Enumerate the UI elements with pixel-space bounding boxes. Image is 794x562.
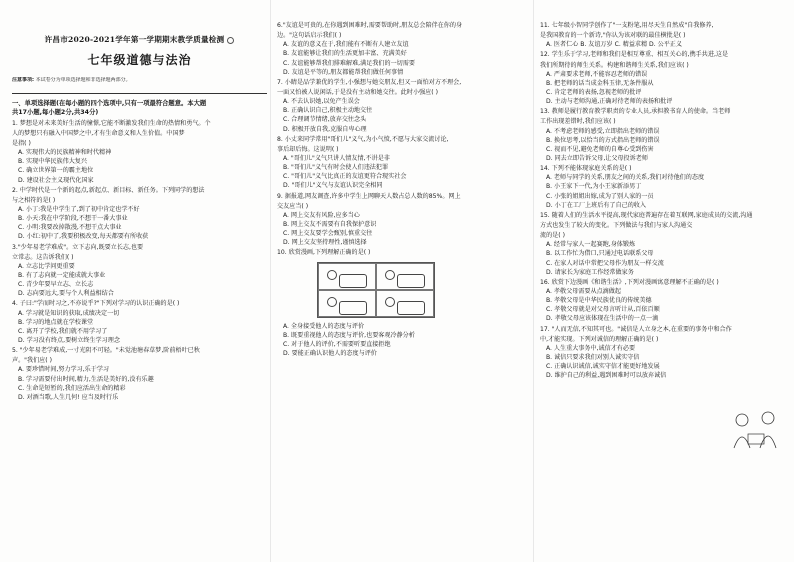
answer-option: A. 网上交友有风险,应多当心 xyxy=(283,211,360,219)
notice-label: 注意事项: xyxy=(12,77,34,84)
question-stem: 13. 教师是履行教育教学职责的专业人员,承担教书育人的使命。当老师 xyxy=(540,108,731,116)
answer-option: B. 孝敬父母是中华民族优良的传统美德 xyxy=(546,297,652,305)
question-stem: 4. 子曰:"学而时习之,不亦说乎?"下列对学习的认识正确的是( ) xyxy=(12,300,180,308)
answer-option: C. 正确认识诚信,诚实守信才能更好地发展 xyxy=(546,363,660,371)
comic-panel xyxy=(376,263,434,290)
column-divider xyxy=(270,0,271,562)
answer-option: A. 人生重大事务中,诚信才有必要 xyxy=(546,344,636,352)
answer-option: A. 立志比学问更重要 xyxy=(18,262,75,270)
answer-option: D. 孝敬父母应该体现在生活中的一点一滴 xyxy=(546,315,659,323)
question-stem: 7. 小睛是品学兼优的学生,小强想与她交朋友,但又一面怕对方不理会, xyxy=(277,78,462,86)
answer-option: D. 友谊是平等的,朋友都能帮我们做任何事情 xyxy=(283,68,404,76)
answer-option: B. 既要重视他人的态度与评价,也要客观冷静分析 xyxy=(283,331,415,339)
answer-option: B. 换位思考,以恰当的方式指出老师的错误 xyxy=(546,136,660,144)
answer-option: D. 网上交友坚持理性,谨慎选择 xyxy=(283,239,367,247)
comic-panel xyxy=(318,290,376,317)
question-stem: 我们所期待的师生关系。构建和谐师生关系,我们应该( ) xyxy=(540,61,689,69)
cartoon-illustration xyxy=(728,408,786,452)
question-stem: 边。"这句话启示我们( ) xyxy=(277,32,342,40)
answer-option: A. 医者仁心 B. 友谊万岁 C. 精益求精 D. 公平正义 xyxy=(546,41,682,49)
comic-panel xyxy=(376,290,434,317)
notice xyxy=(12,77,267,85)
answer-option: D. 建设社会主义现代化国家 xyxy=(18,176,94,184)
answer-option: B. 友谊能够让我们的生活更加丰富、充满美好 xyxy=(283,50,407,58)
answer-option: A. 要珍惜时间,努力学习,乐于学习 xyxy=(18,366,110,374)
question-stem: 6."友谊是可贵的,在你遇到困难时,需要帮助时,朋友总会陪伴在你的身 xyxy=(277,22,463,29)
answer-option: C. 青少年要早立志、立长志 xyxy=(18,281,94,289)
question-stem: 中,才能实现。下列对诚信的理解正确的是( ) xyxy=(540,335,659,343)
comic-strip xyxy=(317,262,435,318)
question-stem: 2. 中学时代是一个新的起点,新起点、新目标、新任务。下列同学的想法 xyxy=(12,186,205,194)
answer-option: B. 把老师的话当成金科玉律,无条件服从 xyxy=(546,79,654,87)
question-stem: 1. 梦想是对未来美好生活的憧憬,它能不断激发我们生命的热情和勇气。个 xyxy=(12,119,211,127)
exam-title: 许昌市2020-2021学年第一学期期末教学质量检测 xyxy=(12,34,267,45)
answer-option: D. "哥们儿"义气与友谊认识完全相同 xyxy=(283,182,383,190)
answer-option: C. 视而不见,避免老师的自尊心受到伤害 xyxy=(546,145,654,153)
question-stem: 事后却后悔。这说明( ) xyxy=(277,145,339,153)
answer-option: A. 不去认识她,以免产生误会 xyxy=(283,98,360,106)
answer-option: D. 小丁在工厂上班后有了自己的收入 xyxy=(546,201,646,209)
answer-option: A. 经常与家人一起赛跑,身体锻炼 xyxy=(546,241,636,249)
answer-option: A. 友谊的意义在于,我们能有不断有人建立友谊 xyxy=(283,41,409,49)
answer-option: D. 志向要远大,要与个人利益相结合 xyxy=(18,290,114,298)
answer-option: B. 学习需要付出时间,精力,生活是美好的,没有乐趣 xyxy=(18,375,154,383)
question-stem: 3."少年易老学难成"。立下志向,既要立长志,也要 xyxy=(12,243,144,251)
answer-option: C. 生命是短暂的,我们应活出生命的精彩 xyxy=(18,384,126,392)
answer-option: A. 全身接受他人的态度与评价 xyxy=(283,322,365,330)
answer-option: D. 要能正确认识他人的态度与评价 xyxy=(283,349,377,357)
answer-option: A. "哥们儿"义气只讲人情友情,不讲是非 xyxy=(283,154,390,162)
answer-option: D. 积极开放自我,克服自卑心理 xyxy=(283,125,367,133)
answer-option: B. 实现中华民族伟大复兴 xyxy=(18,158,87,166)
question-stem: 人的梦想只有融入中国梦之中,才有生命意义和人生价值。中国梦 xyxy=(12,129,185,137)
answer-option: B. 诚信只要求我们对别人诚实守信 xyxy=(546,353,640,361)
question-stem: 11. 七年级小智同学创作了"一支粉笔,用尽天生自然成"自我修养, xyxy=(540,22,714,29)
question-list-left xyxy=(12,99,267,402)
question-stem: 5. "少年易老学难成,一寸光阴不可轻。"未觉池塘春草梦,阶前梧叶已秋 xyxy=(12,347,200,355)
question-stem: 一面又怕被人说闲话,于是没有主动和她交往。此时小强应( ) xyxy=(277,88,438,96)
question-stem: 16. 欣赏下边漫画《和谐生活》,下列对漫画寓意理解不正确的是( ) xyxy=(540,278,719,286)
answer-option: B. 小王家下一代,为小王家新添男丁 xyxy=(546,183,642,191)
question-stem: 是指( ) xyxy=(12,140,31,148)
question-stem: 9. 据报道,网友调查,许多中学生上网聊天人数占总人数的85%。网上 xyxy=(277,192,461,200)
answer-option: C. 合理调节情绪,放弃交往念头 xyxy=(283,116,367,124)
answer-option: A. 不考虑老师的感受,立即指出老师的错误 xyxy=(546,127,660,135)
question-stem: 12. 学生乐于学习,老师和我们是相互尊重、相互关心的,携手共进,这是 xyxy=(540,51,729,59)
comic-panel xyxy=(318,263,376,290)
divider-line xyxy=(12,93,267,94)
answer-option: A. 孝敬父母需要从点滴做起 xyxy=(546,287,621,295)
column-right xyxy=(540,20,786,380)
answer-option: B. 有了志向就一定能成就大事业 xyxy=(18,272,106,280)
answer-option: D. 小红:初中了,我要积极改变,每天都要有所收获 xyxy=(18,233,149,241)
question-stem: 15. 随着人们的生活水平提高,现代家庭普遍存在着互联网,家庭成员的交流,沟通 xyxy=(540,211,753,219)
question-stem: 交友应当( ) xyxy=(277,202,309,210)
answer-option: D. 主动与老师沟通,正确对待老师的表扬和批评 xyxy=(546,98,673,106)
question-list-right xyxy=(540,20,786,380)
answer-option: C. 孝敬父母就是对父母言听计从,百依百顺 xyxy=(546,306,660,314)
question-stem: 立常志。这告诉我们( ) xyxy=(12,253,74,261)
answer-option: B. "哥们儿"义气有时会使人们违法犯罪 xyxy=(283,164,389,172)
answer-option: D. 学习没有终点,要树立终生学习理念 xyxy=(18,337,120,344)
question-stem: 声。"我们应( ) xyxy=(12,357,52,365)
column-left xyxy=(12,20,267,402)
answer-option: D. 同去立即告诉父母,让父母投诉老师 xyxy=(546,154,648,162)
question-stem: 方式也发生了较大的变化。下列做法与我们与家人沟通交 xyxy=(540,221,693,229)
answer-option: C. 小张的姐姐出嫁,成为了别人家的一员 xyxy=(546,192,654,200)
question-list-middle xyxy=(277,20,532,358)
question-stem: 14. 下列不能体现家庭关系的是( ) xyxy=(540,165,632,173)
section-heading: 一、单项选择题(在每小题的四个选项中,只有一项最符合题意。本大题 xyxy=(12,99,207,107)
answer-option: C. "哥们儿"义气比真正的友谊更符合现实社会 xyxy=(283,173,407,181)
answer-option: A. 老师与同学的关系,朋友之间的关系,我们对待他们的态度 xyxy=(546,174,705,182)
question-stem: 流的是( ) xyxy=(540,232,565,240)
seal-icon xyxy=(227,37,234,44)
answer-option: B. 小天:我在中学阶段,不想干一番大事业 xyxy=(18,215,128,223)
answer-option: C. 对于他人的评价,不需要听要直接拒绝 xyxy=(283,340,391,348)
answer-option: C. 确立世界第一的霸主地位 xyxy=(18,167,94,175)
question-stem: 10. 欣赏漫画,下列理解正确的是( ) xyxy=(277,249,371,257)
answer-option: C. 肯定老师的表扬,忽视老师的批评 xyxy=(546,88,642,96)
column-middle xyxy=(277,20,532,358)
exam-subject: 七年级道德与法治 xyxy=(87,53,192,68)
answer-option: C. 友谊能够帮我们排难解难,满足我们的一切需要 xyxy=(283,59,415,67)
answer-option: A. 小丁:我是中学生了,到了初中肯定也学不好 xyxy=(18,206,140,214)
question-stem: 17. "人而无信,不知其可也。"诚信是人立身之本,在重要的事务中和合作 xyxy=(540,325,732,333)
column-divider xyxy=(533,0,534,562)
question-stem: 工作出现差错时,我们应该( ) xyxy=(540,118,616,126)
answer-option: B. 学习的地点就在学校课堂 xyxy=(18,318,94,326)
notice-text: 本试卷分为单项选择题和非选择题两部分。 xyxy=(35,77,131,84)
question-stem: 是我国教育的一个新诗,"你认为该对联的最佳横批是( ) xyxy=(540,32,686,40)
answer-option: D. 对酒当歌,人生几何! 应当及时行乐 xyxy=(18,393,119,401)
section-heading: 共17小题,每小题2分,共34分) xyxy=(12,109,99,117)
answer-option: D. 请家长为家庭工作经常做家务 xyxy=(546,268,634,276)
answer-option: C. 小明:我要改掉散漫,不想干点大事业 xyxy=(18,224,122,232)
answer-option: D. 维护自己的利益,遇到困难时可以放弃诚信 xyxy=(546,372,667,380)
question-stem: 与之相符的是( ) xyxy=(12,196,56,204)
answer-option: B. 正确认识自己,积极主动地交往 xyxy=(283,107,373,115)
answer-option: A. 学习就是知识的获取,成绩决定一切 xyxy=(18,309,120,317)
answer-option: B. 以工作忙为借口,只通过电话联系父母 xyxy=(546,250,654,258)
answer-option: C. 离开了学校,我们就不用学习了 xyxy=(18,327,108,335)
answer-option: A. 严肃要求老师,不能容忍老师的错误 xyxy=(546,70,648,78)
question-stem: 8. 小丈来同学常用"哥们儿"义气,为小气愤,不愿与大家交流讨论, xyxy=(277,135,449,143)
answer-option: A. 实现伟大的民族精神和时代精神 xyxy=(18,149,112,157)
answer-option: C. 网上交友要学会甄别,慎重交往 xyxy=(283,230,373,238)
answer-option: C. 在家人对话中常把父母作为朋友一样交流 xyxy=(546,259,664,267)
answer-option: B. 网上交友不需要有自我保护意识 xyxy=(283,220,377,228)
